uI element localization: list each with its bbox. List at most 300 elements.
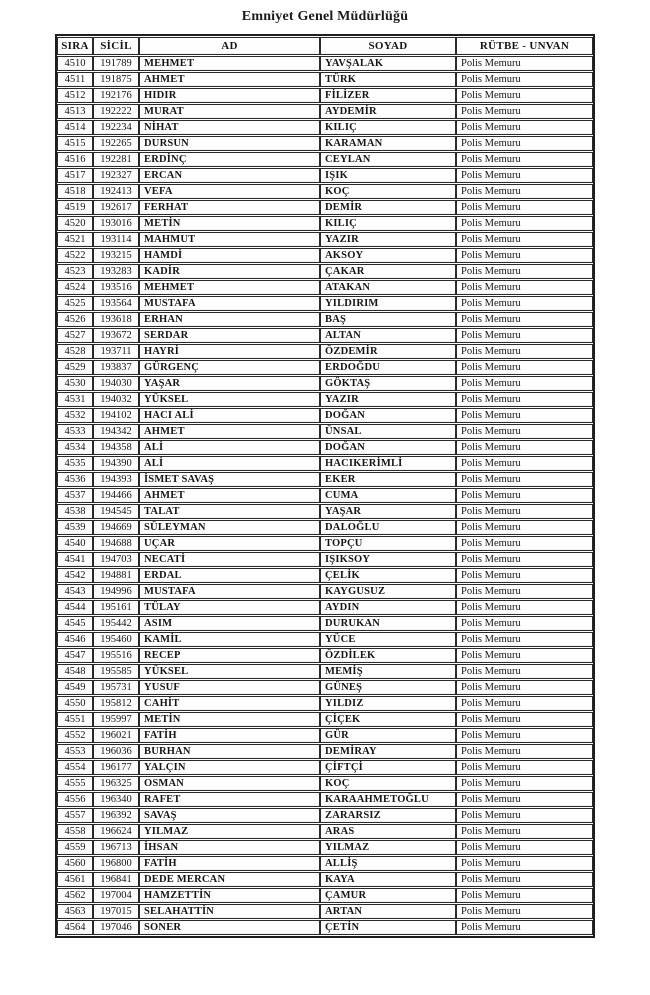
rutbe-unvan-cell: Polis Memuru [456,136,593,151]
sicil-cell: 194881 [93,568,139,583]
sicil-cell: 194669 [93,520,139,535]
sicil-cell: 194545 [93,504,139,519]
ad-cell: FERHAT [139,200,320,215]
ad-cell: ERCAN [139,168,320,183]
rutbe-unvan-cell: Polis Memuru [456,696,593,711]
soyad-cell: CEYLAN [320,152,456,167]
header-soyad: SOYAD [320,37,456,55]
ad-cell: YILMAZ [139,824,320,839]
soyad-cell: ATAKAN [320,280,456,295]
ad-cell: ERHAN [139,312,320,327]
rutbe-unvan-cell: Polis Memuru [456,888,593,903]
rutbe-unvan-cell: Polis Memuru [456,88,593,103]
ad-cell: AHMET [139,488,320,503]
sira-cell: 4548 [57,664,93,679]
rutbe-unvan-cell: Polis Memuru [456,184,593,199]
sicil-cell: 195812 [93,696,139,711]
sira-cell: 4563 [57,904,93,919]
sira-cell: 4512 [57,88,93,103]
sicil-cell: 196392 [93,808,139,823]
soyad-cell: GÜR [320,728,456,743]
rutbe-unvan-cell: Polis Memuru [456,312,593,327]
page-title: Emniyet Genel Müdürlüğü [241,9,409,24]
soyad-cell: ÇETİN [320,920,456,935]
ad-cell: DURSUN [139,136,320,151]
table-row [57,664,593,679]
rutbe-unvan-cell: Polis Memuru [456,904,593,919]
soyad-cell: YILDIRIM [320,296,456,311]
sira-cell: 4514 [57,120,93,135]
sira-cell: 4554 [57,760,93,775]
rutbe-unvan-cell: Polis Memuru [456,760,593,775]
sira-cell: 4530 [57,376,93,391]
sira-cell: 4546 [57,632,93,647]
ad-cell: HIDIR [139,88,320,103]
ad-cell: TALAT [139,504,320,519]
sira-cell: 4555 [57,776,93,791]
ad-cell: FATİH [139,728,320,743]
ad-cell: SAVAŞ [139,808,320,823]
rutbe-unvan-cell: Polis Memuru [456,824,593,839]
table-row [57,904,593,919]
rutbe-unvan-cell: Polis Memuru [456,264,593,279]
table-row [57,680,593,695]
table-row [57,296,593,311]
sicil-cell: 194688 [93,536,139,551]
rutbe-unvan-cell: Polis Memuru [456,360,593,375]
ad-cell: OSMAN [139,776,320,791]
rutbe-unvan-cell: Polis Memuru [456,600,593,615]
sicil-cell: 194393 [93,472,139,487]
soyad-cell: KARAAHMETOĞLU [320,792,456,807]
sicil-cell: 196177 [93,760,139,775]
sicil-cell: 197046 [93,920,139,935]
rutbe-unvan-cell: Polis Memuru [456,664,593,679]
ad-cell: MUSTAFA [139,296,320,311]
table-row [57,312,593,327]
sira-cell: 4533 [57,424,93,439]
soyad-cell: GÖKTAŞ [320,376,456,391]
sicil-cell: 195442 [93,616,139,631]
table-row [57,216,593,231]
soyad-cell: TÜRK [320,72,456,87]
sira-cell: 4517 [57,168,93,183]
sicil-cell: 197015 [93,904,139,919]
sira-cell: 4552 [57,728,93,743]
ad-cell: BURHAN [139,744,320,759]
header-sicil: SİCİL [93,37,139,55]
soyad-cell: YILMAZ [320,840,456,855]
ad-cell: YÜKSEL [139,664,320,679]
sicil-cell: 193516 [93,280,139,295]
sicil-cell: 196340 [93,792,139,807]
ad-cell: TÜLAY [139,600,320,615]
rutbe-unvan-cell: Polis Memuru [456,632,593,647]
sira-cell: 4515 [57,136,93,151]
sira-cell: 4518 [57,184,93,199]
sira-cell: 4536 [57,472,93,487]
ad-cell: ASIM [139,616,320,631]
rutbe-unvan-cell: Polis Memuru [456,616,593,631]
table-row [57,776,593,791]
sicil-cell: 195731 [93,680,139,695]
table-row [57,120,593,135]
rutbe-unvan-cell: Polis Memuru [456,456,593,471]
table-row [57,392,593,407]
sira-cell: 4539 [57,520,93,535]
rutbe-unvan-cell: Polis Memuru [456,344,593,359]
rutbe-unvan-cell: Polis Memuru [456,792,593,807]
ad-cell: SERDAR [139,328,320,343]
table-row [57,136,593,151]
table-row [57,456,593,471]
sira-cell: 4522 [57,248,93,263]
soyad-cell: KILIÇ [320,216,456,231]
rutbe-unvan-cell: Polis Memuru [456,232,593,247]
table-row [57,760,593,775]
table-row [57,552,593,567]
rutbe-unvan-cell: Polis Memuru [456,840,593,855]
sira-cell: 4557 [57,808,93,823]
table-row [57,56,593,71]
table-row [57,232,593,247]
table-body [57,56,593,935]
soyad-cell: YAŞAR [320,504,456,519]
sicil-cell: 196624 [93,824,139,839]
table-row [57,168,593,183]
rutbe-unvan-cell: Polis Memuru [456,248,593,263]
rutbe-unvan-cell: Polis Memuru [456,504,593,519]
table-row [57,712,593,727]
sicil-cell: 195460 [93,632,139,647]
ad-cell: VEFA [139,184,320,199]
soyad-cell: IŞIKSOY [320,552,456,567]
sicil-cell: 193114 [93,232,139,247]
sicil-cell: 192265 [93,136,139,151]
table-row [57,616,593,631]
rutbe-unvan-cell: Polis Memuru [456,552,593,567]
table-row [57,536,593,551]
sicil-cell: 196036 [93,744,139,759]
sira-cell: 4553 [57,744,93,759]
ad-cell: MAHMUT [139,232,320,247]
ad-cell: METİN [139,712,320,727]
soyad-cell: AYDEMİR [320,104,456,119]
header-ad: AD [139,37,320,55]
table-row [57,600,593,615]
rutbe-unvan-cell: Polis Memuru [456,680,593,695]
rutbe-unvan-cell: Polis Memuru [456,200,593,215]
table-row [57,920,593,935]
soyad-cell: BAŞ [320,312,456,327]
table-row [57,488,593,503]
rutbe-unvan-cell: Polis Memuru [456,648,593,663]
rutbe-unvan-cell: Polis Memuru [456,520,593,535]
table-row [57,408,593,423]
sicil-cell: 192176 [93,88,139,103]
sira-cell: 4544 [57,600,93,615]
table-row [57,328,593,343]
soyad-cell: ÇİÇEK [320,712,456,727]
sira-cell: 4524 [57,280,93,295]
ad-cell: NİHAT [139,120,320,135]
table-row [57,728,593,743]
soyad-cell: ÖZDİLEK [320,648,456,663]
sira-cell: 4521 [57,232,93,247]
ad-cell: METİN [139,216,320,231]
soyad-cell: YAVŞALAK [320,56,456,71]
table-row [57,200,593,215]
soyad-cell: EKER [320,472,456,487]
sira-cell: 4561 [57,872,93,887]
ad-cell: HAMZETTİN [139,888,320,903]
table-row [57,152,593,167]
sira-cell: 4531 [57,392,93,407]
ad-cell: SONER [139,920,320,935]
table-row [57,280,593,295]
ad-cell: RECEP [139,648,320,663]
soyad-cell: ÇAMUR [320,888,456,903]
table-row [57,584,593,599]
sicil-cell: 191875 [93,72,139,87]
sira-cell: 4549 [57,680,93,695]
sira-cell: 4523 [57,264,93,279]
sicil-cell: 192222 [93,104,139,119]
soyad-cell: DALOĞLU [320,520,456,535]
sira-cell: 4559 [57,840,93,855]
sira-cell: 4564 [57,920,93,935]
table-row [57,520,593,535]
soyad-cell: ÇİFTÇİ [320,760,456,775]
soyad-cell: ARTAN [320,904,456,919]
ad-cell: İSMET SAVAŞ [139,472,320,487]
ad-cell: AHMET [139,72,320,87]
rutbe-unvan-cell: Polis Memuru [456,856,593,871]
table-row [57,840,593,855]
table-row [57,744,593,759]
table-row [57,824,593,839]
sira-cell: 4526 [57,312,93,327]
soyad-cell: ERDOĞDU [320,360,456,375]
sicil-cell: 194032 [93,392,139,407]
ad-cell: HAYRİ [139,344,320,359]
rutbe-unvan-cell: Polis Memuru [456,392,593,407]
ad-cell: İHSAN [139,840,320,855]
sira-cell: 4516 [57,152,93,167]
ad-cell: YAŞAR [139,376,320,391]
sira-cell: 4511 [57,72,93,87]
table-row [57,424,593,439]
soyad-cell: KILIÇ [320,120,456,135]
rutbe-unvan-cell: Polis Memuru [456,488,593,503]
sicil-cell: 191789 [93,56,139,71]
soyad-cell: ÖZDEMİR [320,344,456,359]
ad-cell: RAFET [139,792,320,807]
rutbe-unvan-cell: Polis Memuru [456,120,593,135]
ad-cell: FATİH [139,856,320,871]
soyad-cell: CUMA [320,488,456,503]
soyad-cell: ALLİŞ [320,856,456,871]
sira-cell: 4545 [57,616,93,631]
sicil-cell: 194996 [93,584,139,599]
sira-cell: 4520 [57,216,93,231]
sicil-cell: 193618 [93,312,139,327]
soyad-cell: AYDIN [320,600,456,615]
sicil-cell: 194466 [93,488,139,503]
sicil-cell: 196325 [93,776,139,791]
table-row [57,632,593,647]
rutbe-unvan-cell: Polis Memuru [456,328,593,343]
sicil-cell: 192281 [93,152,139,167]
sira-cell: 4534 [57,440,93,455]
ad-cell: MUSTAFA [139,584,320,599]
rutbe-unvan-cell: Polis Memuru [456,72,593,87]
sira-cell: 4542 [57,568,93,583]
sicil-cell: 193672 [93,328,139,343]
soyad-cell: IŞIK [320,168,456,183]
sicil-cell: 194030 [93,376,139,391]
table-row [57,248,593,263]
ad-cell: SÜLEYMAN [139,520,320,535]
sicil-cell: 196021 [93,728,139,743]
table-row [57,472,593,487]
table-row [57,568,593,583]
sira-cell: 4560 [57,856,93,871]
rutbe-unvan-cell: Polis Memuru [456,424,593,439]
soyad-cell: ÇAKAR [320,264,456,279]
ad-cell: DEDE MERCAN [139,872,320,887]
soyad-cell: ARAS [320,824,456,839]
ad-cell: KAMİL [139,632,320,647]
table-row [57,872,593,887]
sira-cell: 4551 [57,712,93,727]
table-row [57,376,593,391]
ad-cell: HAMDİ [139,248,320,263]
soyad-cell: DOĞAN [320,408,456,423]
rutbe-unvan-cell: Polis Memuru [456,376,593,391]
sira-cell: 4510 [57,56,93,71]
sira-cell: 4562 [57,888,93,903]
header-row [57,37,593,55]
sicil-cell: 193837 [93,360,139,375]
ad-cell: HACI ALİ [139,408,320,423]
table-row [57,792,593,807]
ad-cell: ALİ [139,440,320,455]
rutbe-unvan-cell: Polis Memuru [456,712,593,727]
soyad-cell: KOÇ [320,776,456,791]
ad-cell: GÜRGENÇ [139,360,320,375]
soyad-cell: HACIKERİMLİ [320,456,456,471]
sicil-cell: 194102 [93,408,139,423]
table-row [57,344,593,359]
sira-cell: 4558 [57,824,93,839]
rutbe-unvan-cell: Polis Memuru [456,744,593,759]
sicil-cell: 197004 [93,888,139,903]
sicil-cell: 193564 [93,296,139,311]
table-row [57,856,593,871]
sicil-cell: 195516 [93,648,139,663]
rutbe-unvan-cell: Polis Memuru [456,152,593,167]
table-row [57,88,593,103]
soyad-cell: GÜNEŞ [320,680,456,695]
table-row [57,360,593,375]
sicil-cell: 195585 [93,664,139,679]
header-rutbe-unvan: RÜTBE - UNVAN [456,37,593,55]
soyad-cell: KOÇ [320,184,456,199]
sira-cell: 4538 [57,504,93,519]
table-row [57,648,593,663]
rutbe-unvan-cell: Polis Memuru [456,776,593,791]
ad-cell: ERDİNÇ [139,152,320,167]
soyad-cell: DOĞAN [320,440,456,455]
sira-cell: 4535 [57,456,93,471]
sira-cell: 4528 [57,344,93,359]
table-row [57,808,593,823]
sicil-cell: 196841 [93,872,139,887]
sira-cell: 4513 [57,104,93,119]
rutbe-unvan-cell: Polis Memuru [456,808,593,823]
ad-cell: MEHMET [139,280,320,295]
table-row [57,264,593,279]
soyad-cell: DURUKAN [320,616,456,631]
rutbe-unvan-cell: Polis Memuru [456,104,593,119]
rutbe-unvan-cell: Polis Memuru [456,568,593,583]
soyad-cell: KARAMAN [320,136,456,151]
sicil-cell: 194342 [93,424,139,439]
sicil-cell: 192413 [93,184,139,199]
rutbe-unvan-cell: Polis Memuru [456,728,593,743]
sicil-cell: 193711 [93,344,139,359]
soyad-cell: FİLİZER [320,88,456,103]
rutbe-unvan-cell: Polis Memuru [456,280,593,295]
rutbe-unvan-cell: Polis Memuru [456,872,593,887]
ad-cell: MEHMET [139,56,320,71]
soyad-cell: TOPÇU [320,536,456,551]
sira-cell: 4556 [57,792,93,807]
ad-cell: YALÇIN [139,760,320,775]
ad-cell: AHMET [139,424,320,439]
soyad-cell: YILDIZ [320,696,456,711]
sira-cell: 4537 [57,488,93,503]
rutbe-unvan-cell: Polis Memuru [456,440,593,455]
table-row [57,184,593,199]
rutbe-unvan-cell: Polis Memuru [456,472,593,487]
table-row [57,104,593,119]
sira-cell: 4525 [57,296,93,311]
soyad-cell: KAYA [320,872,456,887]
rutbe-unvan-cell: Polis Memuru [456,920,593,935]
ad-cell: NECATİ [139,552,320,567]
ad-cell: ERDAL [139,568,320,583]
ad-cell: KADİR [139,264,320,279]
soyad-cell: ÇELİK [320,568,456,583]
soyad-cell: YAZIR [320,232,456,247]
ad-cell: CAHİT [139,696,320,711]
rutbe-unvan-cell: Polis Memuru [456,168,593,183]
soyad-cell: DEMİR [320,200,456,215]
sicil-cell: 196713 [93,840,139,855]
table-row [57,696,593,711]
ad-cell: YÜKSEL [139,392,320,407]
sira-cell: 4540 [57,536,93,551]
soyad-cell: ÜNSAL [320,424,456,439]
personnel-table [55,34,595,938]
sira-cell: 4547 [57,648,93,663]
soyad-cell: AKSOY [320,248,456,263]
rutbe-unvan-cell: Polis Memuru [456,216,593,231]
sicil-cell: 192327 [93,168,139,183]
sicil-cell: 195997 [93,712,139,727]
